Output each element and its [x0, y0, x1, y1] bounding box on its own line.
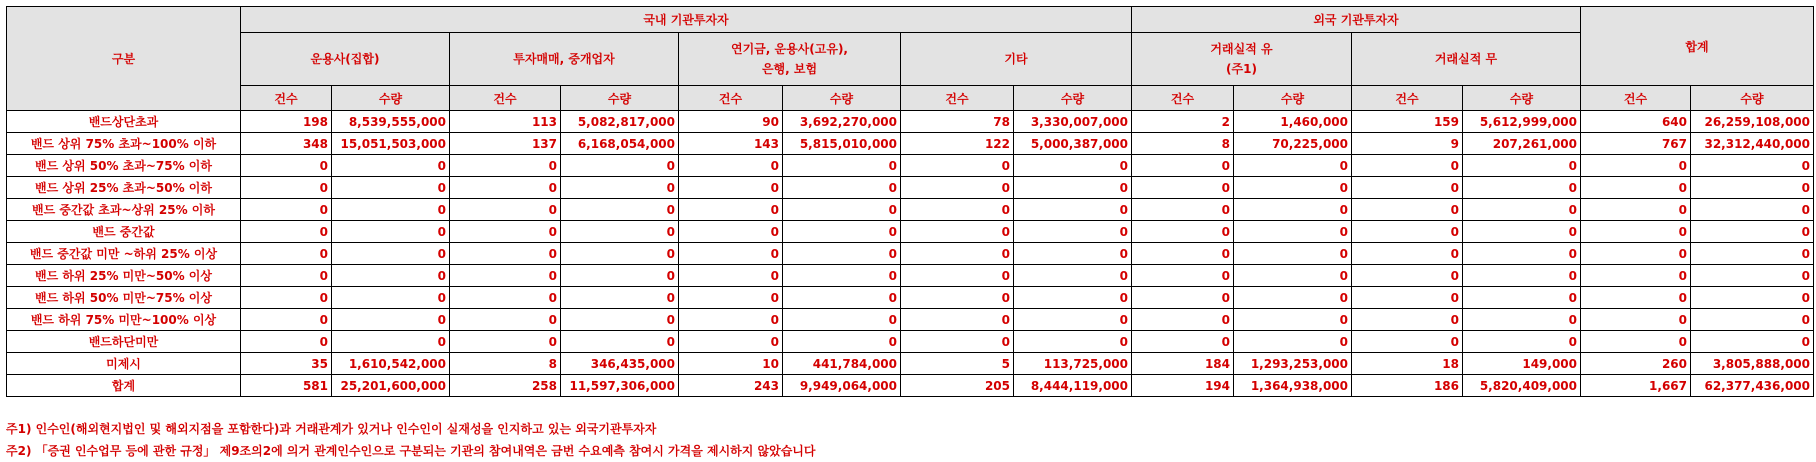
qty-cell: 0: [1463, 265, 1581, 287]
qty-cell: 149,000: [1463, 353, 1581, 375]
count-cell: 0: [1132, 155, 1234, 177]
count-cell: 0: [1581, 177, 1691, 199]
qty-cell: 0: [561, 331, 679, 353]
count-cell: 9: [1352, 133, 1463, 155]
count-cell: 0: [679, 331, 783, 353]
count-cell: 0: [1581, 265, 1691, 287]
qty-cell: 1,610,542,000: [332, 353, 450, 375]
qty-cell: 5,082,817,000: [561, 111, 679, 133]
qty-cell: 0: [783, 199, 901, 221]
count-cell: 0: [1132, 265, 1234, 287]
header-qty: 수량: [1014, 86, 1132, 111]
count-cell: 0: [1581, 309, 1691, 331]
count-cell: 0: [1581, 221, 1691, 243]
header-count: 건수: [450, 86, 561, 111]
qty-cell: 0: [1014, 243, 1132, 265]
qty-cell: 0: [1463, 309, 1581, 331]
qty-cell: 0: [1463, 243, 1581, 265]
count-cell: 159: [1352, 111, 1463, 133]
count-cell: 0: [1352, 177, 1463, 199]
qty-cell: 0: [332, 331, 450, 353]
count-cell: 0: [450, 287, 561, 309]
row-label: 밴드하단미만: [7, 331, 241, 353]
count-cell: 0: [1581, 331, 1691, 353]
header-qty: 수량: [561, 86, 679, 111]
qty-cell: 11,597,306,000: [561, 375, 679, 397]
count-cell: 18: [1352, 353, 1463, 375]
count-cell: 0: [241, 221, 332, 243]
qty-cell: 6,168,054,000: [561, 133, 679, 155]
count-cell: 0: [1352, 309, 1463, 331]
qty-cell: 0: [1014, 199, 1132, 221]
count-cell: 35: [241, 353, 332, 375]
count-cell: 0: [901, 309, 1014, 331]
qty-cell: 0: [783, 177, 901, 199]
table-row: [7, 375, 1814, 397]
count-cell: 0: [901, 221, 1014, 243]
row-label: 밴드상단초과: [7, 111, 241, 133]
header-track-yes-line2: (주1): [1226, 62, 1257, 76]
header-track-no: 거래실적 무: [1352, 33, 1581, 86]
qty-cell: 0: [332, 177, 450, 199]
qty-cell: 0: [1234, 155, 1352, 177]
qty-cell: 0: [332, 243, 450, 265]
count-cell: 0: [241, 177, 332, 199]
count-cell: 0: [241, 287, 332, 309]
table-row: [7, 287, 1814, 309]
count-cell: 0: [1352, 221, 1463, 243]
count-cell: 0: [450, 265, 561, 287]
count-cell: 2: [1132, 111, 1234, 133]
count-cell: 0: [450, 155, 561, 177]
count-cell: 194: [1132, 375, 1234, 397]
count-cell: 0: [241, 331, 332, 353]
count-cell: 0: [1352, 199, 1463, 221]
qty-cell: 0: [332, 199, 450, 221]
qty-cell: 0: [561, 309, 679, 331]
qty-cell: 5,820,409,000: [1463, 375, 1581, 397]
count-cell: 0: [679, 309, 783, 331]
count-cell: 260: [1581, 353, 1691, 375]
count-cell: 0: [679, 265, 783, 287]
qty-cell: 9,949,064,000: [783, 375, 901, 397]
qty-cell: 0: [1691, 265, 1814, 287]
count-cell: 143: [679, 133, 783, 155]
qty-cell: 5,612,999,000: [1463, 111, 1581, 133]
count-cell: 0: [241, 265, 332, 287]
count-cell: 184: [1132, 353, 1234, 375]
qty-cell: 0: [783, 155, 901, 177]
count-cell: 0: [1132, 287, 1234, 309]
qty-cell: 0: [561, 155, 679, 177]
qty-cell: 0: [1234, 331, 1352, 353]
qty-cell: 8,539,555,000: [332, 111, 450, 133]
qty-cell: 0: [1463, 199, 1581, 221]
qty-cell: 0: [1691, 331, 1814, 353]
qty-cell: 62,377,436,000: [1691, 375, 1814, 397]
qty-cell: 3,330,007,000: [1014, 111, 1132, 133]
qty-cell: 0: [561, 221, 679, 243]
table-row: [7, 199, 1814, 221]
header-qty: 수량: [1691, 86, 1814, 111]
row-label: 밴드 하위 25% 미만~50% 이상: [7, 265, 241, 287]
count-cell: 0: [1132, 199, 1234, 221]
count-cell: 113: [450, 111, 561, 133]
count-cell: 0: [241, 155, 332, 177]
qty-cell: 346,435,000: [561, 353, 679, 375]
count-cell: 186: [1352, 375, 1463, 397]
count-cell: 0: [1132, 221, 1234, 243]
count-cell: 0: [679, 287, 783, 309]
count-cell: 0: [450, 199, 561, 221]
header-count: 건수: [901, 86, 1014, 111]
qty-cell: 0: [1463, 221, 1581, 243]
allocation-table-container: [6, 6, 1814, 397]
header-qty: 수량: [1234, 86, 1352, 111]
count-cell: 640: [1581, 111, 1691, 133]
count-cell: 0: [1132, 243, 1234, 265]
header-count: 건수: [1352, 86, 1463, 111]
row-label: 밴드 상위 75% 초과~100% 이하: [7, 133, 241, 155]
qty-cell: 0: [1691, 221, 1814, 243]
row-label: 밴드 중간값 초과~상위 25% 이하: [7, 199, 241, 221]
table-row: [7, 265, 1814, 287]
header-dealer: 투자매매, 중개업자: [450, 33, 679, 86]
qty-cell: 25,201,600,000: [332, 375, 450, 397]
table-row: [7, 155, 1814, 177]
header-category: 구분: [7, 7, 241, 111]
demand-forecast-table: [6, 6, 1814, 397]
qty-cell: 0: [332, 287, 450, 309]
qty-cell: 0: [783, 221, 901, 243]
count-cell: 258: [450, 375, 561, 397]
count-cell: 0: [679, 177, 783, 199]
qty-cell: 0: [1014, 287, 1132, 309]
qty-cell: 0: [783, 265, 901, 287]
count-cell: 767: [1581, 133, 1691, 155]
count-cell: 0: [1352, 243, 1463, 265]
qty-cell: 0: [332, 309, 450, 331]
qty-cell: 0: [332, 221, 450, 243]
count-cell: 0: [679, 221, 783, 243]
header-count: 건수: [1132, 86, 1234, 111]
qty-cell: 0: [1691, 287, 1814, 309]
table-row: [7, 177, 1814, 199]
qty-cell: 5,815,010,000: [783, 133, 901, 155]
count-cell: 8: [450, 353, 561, 375]
qty-cell: 5,000,387,000: [1014, 133, 1132, 155]
count-cell: 0: [1352, 265, 1463, 287]
qty-cell: 0: [783, 243, 901, 265]
count-cell: 0: [450, 243, 561, 265]
header-asset-mgmt: 운용사(집합): [241, 33, 450, 86]
header-track-yes: [1132, 33, 1352, 86]
count-cell: 78: [901, 111, 1014, 133]
count-cell: 122: [901, 133, 1014, 155]
count-cell: 0: [1581, 155, 1691, 177]
qty-cell: 26,259,108,000: [1691, 111, 1814, 133]
qty-cell: 1,364,938,000: [1234, 375, 1352, 397]
count-cell: 205: [901, 375, 1014, 397]
header-count: 건수: [1581, 86, 1691, 111]
count-cell: 348: [241, 133, 332, 155]
qty-cell: 0: [1014, 309, 1132, 331]
header-qty: 수량: [783, 86, 901, 111]
header-qty: 수량: [332, 86, 450, 111]
qty-cell: 0: [1014, 177, 1132, 199]
qty-cell: 0: [1234, 221, 1352, 243]
qty-cell: 0: [332, 155, 450, 177]
qty-cell: 0: [1463, 155, 1581, 177]
count-cell: 0: [901, 199, 1014, 221]
qty-cell: 1,293,253,000: [1234, 353, 1352, 375]
qty-cell: 32,312,440,000: [1691, 133, 1814, 155]
count-cell: 10: [679, 353, 783, 375]
count-cell: 0: [450, 177, 561, 199]
qty-cell: 0: [1691, 199, 1814, 221]
footnote-2: 주2) 「증권 인수업무 등에 관한 규정」 제9조의2에 의거 관계인수인으로 구분되는 기관의 참여내역은 금번 수요예측 참여시 가격을 제시하지 않았습니다: [6, 444, 816, 458]
qty-cell: 0: [1691, 155, 1814, 177]
count-cell: 0: [1352, 155, 1463, 177]
header-qty: 수량: [1463, 86, 1581, 111]
qty-cell: 0: [1691, 177, 1814, 199]
table-row: [7, 243, 1814, 265]
qty-cell: 0: [1234, 199, 1352, 221]
header-count: 건수: [241, 86, 332, 111]
count-cell: 0: [241, 309, 332, 331]
header-pension-line1: 연기금, 운용사(고유),: [730, 42, 848, 56]
count-cell: 0: [1581, 287, 1691, 309]
qty-cell: 0: [1014, 265, 1132, 287]
count-cell: 0: [450, 331, 561, 353]
qty-cell: 0: [783, 331, 901, 353]
qty-cell: 0: [1234, 309, 1352, 331]
count-cell: 0: [1352, 331, 1463, 353]
count-cell: 0: [679, 155, 783, 177]
count-cell: 0: [679, 199, 783, 221]
count-cell: 0: [901, 243, 1014, 265]
row-label: 밴드 상위 25% 초과~50% 이하: [7, 177, 241, 199]
qty-cell: 0: [561, 243, 679, 265]
qty-cell: 0: [1463, 331, 1581, 353]
row-label: 밴드 중간값 미만 ~하위 25% 이상: [7, 243, 241, 265]
count-cell: 198: [241, 111, 332, 133]
qty-cell: 0: [783, 287, 901, 309]
count-cell: 0: [1352, 287, 1463, 309]
header-pension-line2: 은행, 보험: [761, 62, 818, 76]
table-row: [7, 133, 1814, 155]
count-cell: 0: [679, 243, 783, 265]
count-cell: 243: [679, 375, 783, 397]
count-cell: 0: [450, 309, 561, 331]
header-domestic: 국내 기관투자자: [241, 7, 1132, 33]
qty-cell: 0: [1234, 243, 1352, 265]
header-count: 건수: [679, 86, 783, 111]
header-total: 합계: [1581, 7, 1814, 86]
qty-cell: 3,692,270,000: [783, 111, 901, 133]
count-cell: 8: [1132, 133, 1234, 155]
footnotes: [6, 418, 816, 462]
count-cell: 0: [901, 155, 1014, 177]
row-label: 밴드 하위 75% 미만~100% 이상: [7, 309, 241, 331]
row-label: 합계: [7, 375, 241, 397]
qty-cell: 3,805,888,000: [1691, 353, 1814, 375]
count-cell: 0: [241, 199, 332, 221]
qty-cell: 207,261,000: [1463, 133, 1581, 155]
count-cell: 0: [901, 287, 1014, 309]
count-cell: 0: [1132, 177, 1234, 199]
count-cell: 1,667: [1581, 375, 1691, 397]
count-cell: 0: [1132, 309, 1234, 331]
count-cell: 0: [241, 243, 332, 265]
row-label: 밴드 상위 50% 초과~75% 이하: [7, 155, 241, 177]
qty-cell: 113,725,000: [1014, 353, 1132, 375]
qty-cell: 0: [1234, 265, 1352, 287]
qty-cell: 0: [332, 265, 450, 287]
qty-cell: 0: [561, 265, 679, 287]
header-pension: [679, 33, 901, 86]
count-cell: 581: [241, 375, 332, 397]
count-cell: 0: [1581, 243, 1691, 265]
count-cell: 0: [450, 221, 561, 243]
row-label: 밴드 하위 50% 미만~75% 이상: [7, 287, 241, 309]
qty-cell: 0: [561, 177, 679, 199]
qty-cell: 1,460,000: [1234, 111, 1352, 133]
count-cell: 137: [450, 133, 561, 155]
table-row: [7, 331, 1814, 353]
qty-cell: 0: [1234, 177, 1352, 199]
table-row: [7, 111, 1814, 133]
qty-cell: 0: [1691, 243, 1814, 265]
footnote-1: 주1) 인수인(해외현지법인 및 해외지점을 포함한다)과 거래관계가 있거나 인수인이 실재성을 인지하고 있는 외국기관투자자: [6, 422, 657, 436]
count-cell: 5: [901, 353, 1014, 375]
qty-cell: 0: [1691, 309, 1814, 331]
table-body: [7, 111, 1814, 397]
header-track-yes-line1: 거래실적 유: [1210, 42, 1273, 56]
header-foreign: 외국 기관투자자: [1132, 7, 1581, 33]
table-row: [7, 309, 1814, 331]
qty-cell: 70,225,000: [1234, 133, 1352, 155]
table-row: [7, 353, 1814, 375]
count-cell: 0: [1581, 199, 1691, 221]
qty-cell: 8,444,119,000: [1014, 375, 1132, 397]
qty-cell: 0: [1014, 155, 1132, 177]
count-cell: 0: [901, 177, 1014, 199]
qty-cell: 0: [783, 309, 901, 331]
header-other: 기타: [901, 33, 1132, 86]
qty-cell: 0: [1463, 287, 1581, 309]
qty-cell: 0: [1014, 331, 1132, 353]
count-cell: 90: [679, 111, 783, 133]
qty-cell: 0: [1234, 287, 1352, 309]
table-row: [7, 221, 1814, 243]
count-cell: 0: [901, 331, 1014, 353]
count-cell: 0: [901, 265, 1014, 287]
row-label: 미제시: [7, 353, 241, 375]
qty-cell: 441,784,000: [783, 353, 901, 375]
qty-cell: 0: [561, 199, 679, 221]
qty-cell: 0: [1014, 221, 1132, 243]
count-cell: 0: [1132, 331, 1234, 353]
row-label: 밴드 중간값: [7, 221, 241, 243]
qty-cell: 0: [561, 287, 679, 309]
qty-cell: 0: [1463, 177, 1581, 199]
qty-cell: 15,051,503,000: [332, 133, 450, 155]
